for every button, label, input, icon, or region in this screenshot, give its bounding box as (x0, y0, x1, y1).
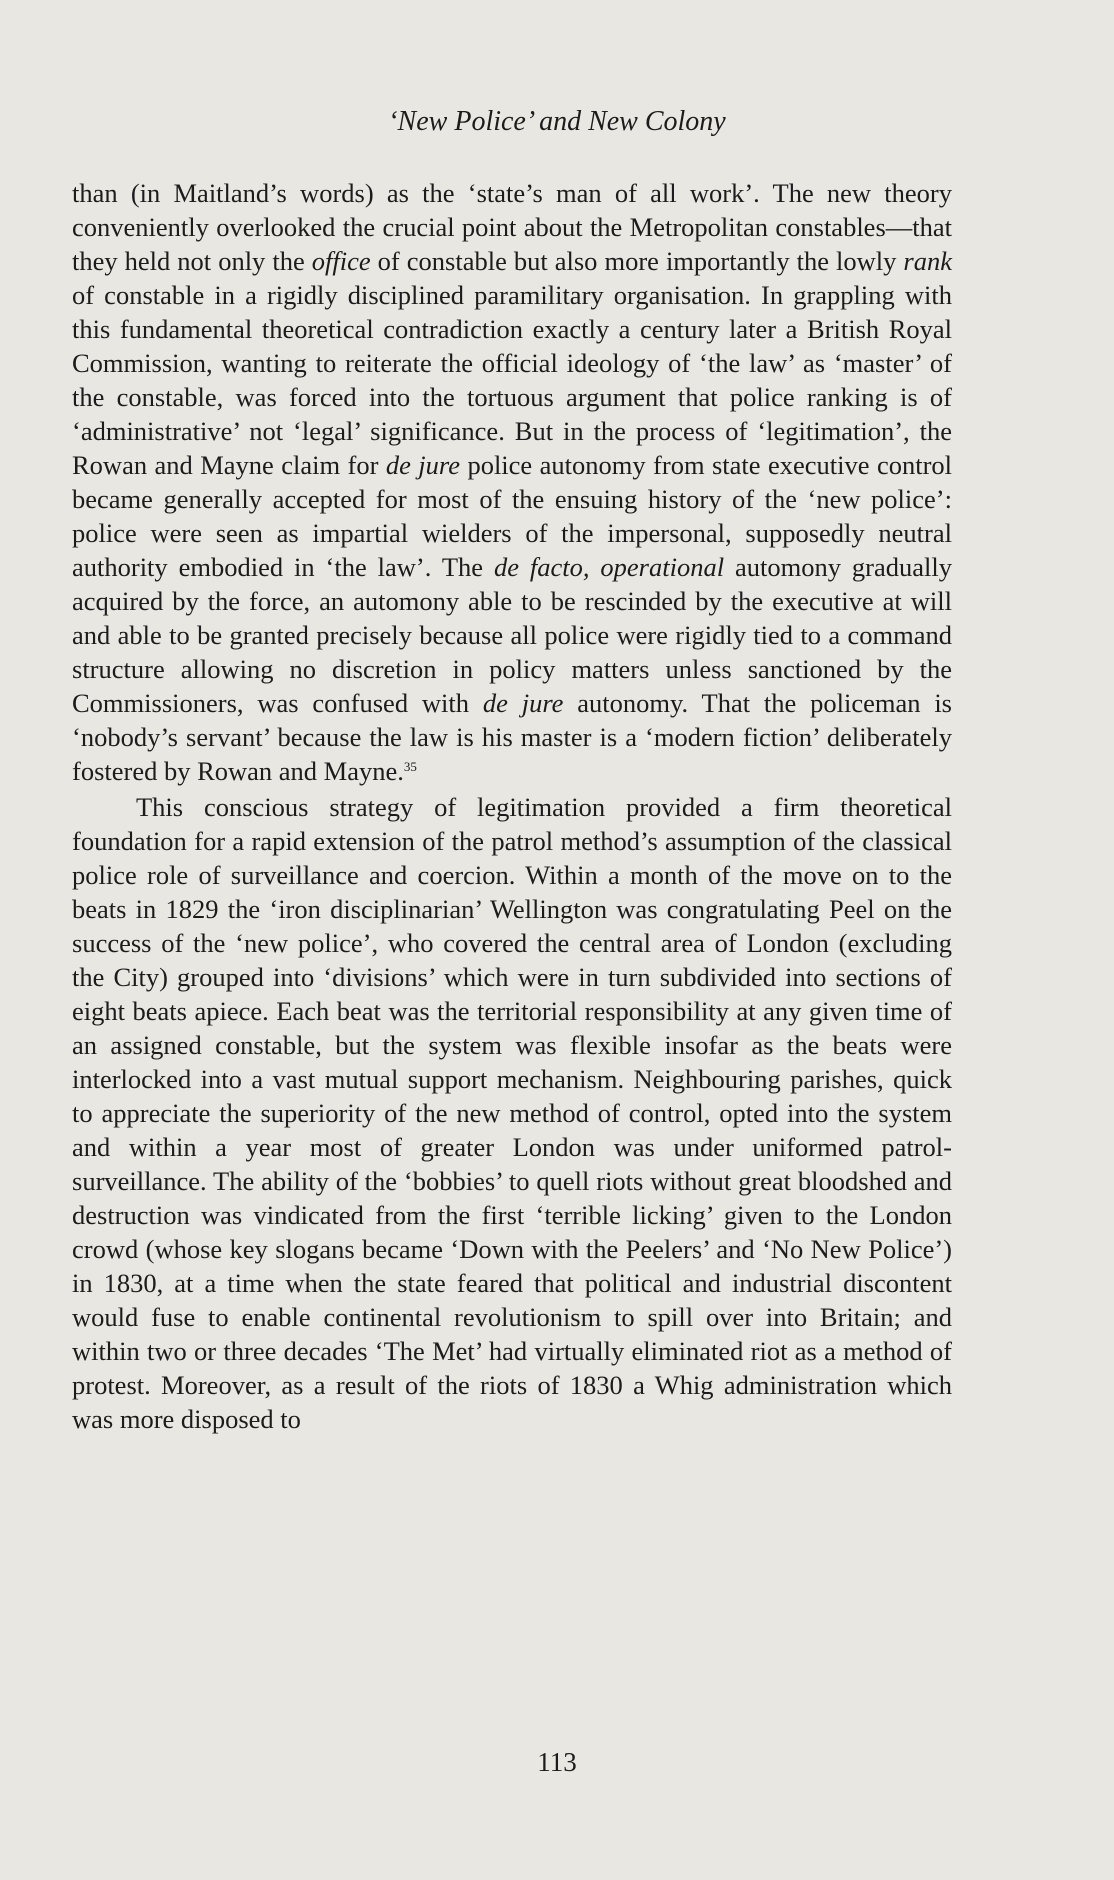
italic-run: de jure (385, 450, 461, 480)
paragraph-2: This conscious strategy of legitimation provided a firm theoretical foundation for a rapid extension of the patrol method’s assumption of the classical police role of surveillance and coercion. Within a month of the move on to the beats in 1829 the ‘iron disciplinarian’ Wellington was congratulating Peel on the success of the ‘new police’, who covered the central area of London (excluding the City) grouped into ‘divisions’ which were in turn subdivided into sections of eight beats apiece. Each beat was the territorial responsibility at any given time of an assigned constable, but the system was flexible insofar as the beats were interlocked into a vast mutual support mechanism. Neighbouring parishes, quick to appreciate the superiority of the new method of control, opted into the system and within a year most of greater London was under uniformed patrol-surveillance. The ability of the ‘bobbies’ to quell riots without great bloodshed and destruction was vindicated from the first ‘terrible licking’ given to the London crowd (whose key slogans became ‘Down with the Peelers’ and ‘No New Police’) in 1830, at a time when the state feared that political and industrial discontent would fuse to enable continental revolutionism to spill over into Britain; and within two or three decades ‘The Met’ had virtually eliminated riot as a method of protest. Moreover, as a result of the riots of 1830 a Whig administration which was more disposed to (72, 792, 952, 1434)
italic-run: office (311, 246, 371, 276)
footnote-ref: 35 (403, 759, 417, 774)
text-run: police autonomy from state executive control became generally accepted for most of the ensuing history of the ‘new police’: police were seen as impartial wielders of the impersonal, supposedly neutral authority embodied in ‘the law’. The (72, 450, 953, 582)
body-text (72, 176, 952, 1436)
page-number: 113 (537, 1747, 577, 1777)
text-run: of constable but also more importantly the lowly (370, 246, 904, 276)
italic-run: rank (903, 246, 952, 276)
text-run: of constable in a rigidly disciplined paramilitary organisation. In grappling with this fundamental theoretical contradiction exactly a century later a British Royal Commission, wanting to reiterate the official ideology of ‘the law’ as ‘master’ of the constable, was forced into the tortuous argument that police ranking is of ‘administrative’ not ‘legal’ significance. But in the process of ‘legitimation’, the Rowan and Mayne claim for (72, 280, 952, 480)
text-run: than (in Maitland’s words) as the ‘state’s man of all work’. The new theory conveniently overlooked the crucial point about the Metropolitan constables—that they held not only the (72, 178, 952, 276)
paragraph-1 (72, 176, 952, 788)
italic-run: de facto, operational (493, 552, 725, 582)
text-run: automony gradually acquired by the force, an automony able to be rescinded by the executive at will and able to be granted precisely because all police were rigidly tied to a command structure allowing no discretion in policy matters unless sanctioned by the Commissioners, was confused with (72, 552, 952, 718)
running-head: ‘New Police’ and New Colony (388, 106, 726, 137)
italic-run: de jure (482, 688, 564, 718)
text-run: autonomy. That the policeman is ‘nobody’s servant’ because the law is his master is a ‘modern fiction’ deliberately fostered by Rowan and Mayne. (72, 688, 952, 786)
